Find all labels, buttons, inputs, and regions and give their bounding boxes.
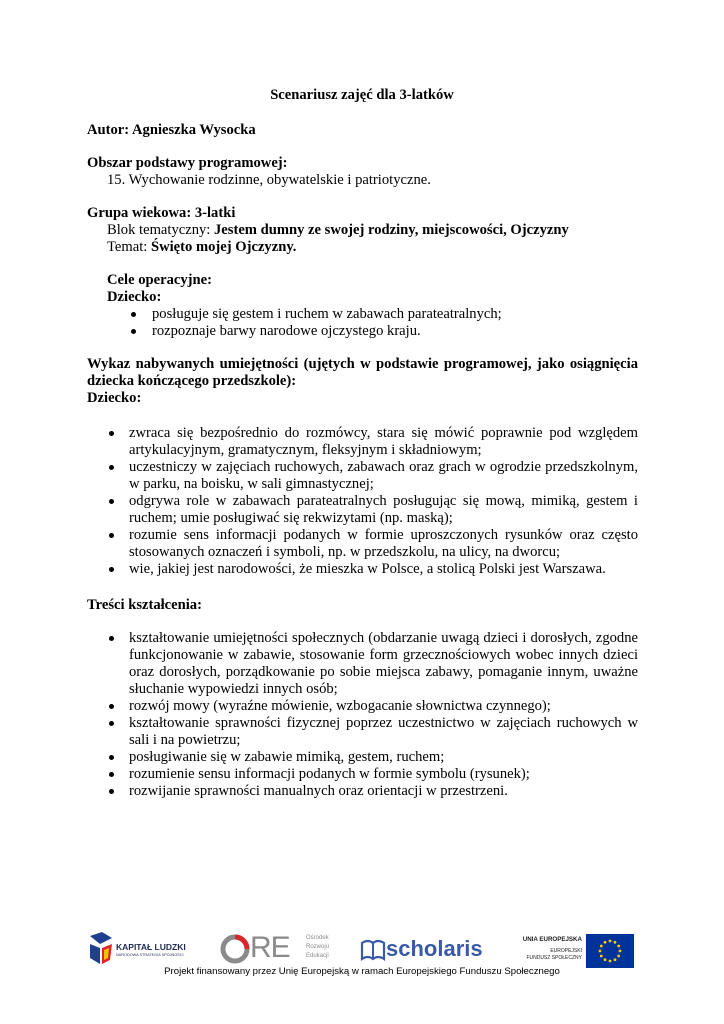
bullet-icon — [109, 465, 114, 470]
temat-prefix: Temat: — [107, 239, 151, 255]
tresci-item-4: posługiwanie się w zabawie mimiką, gestem, ruchem; — [129, 749, 445, 765]
kapital-subtitle: NARODOWA STRATEGIA SPÓJNOŚCI — [116, 953, 184, 957]
bullet-icon — [109, 567, 114, 572]
wykaz-item-5: wie, jakiej jest narodowości, że mieszka w Polsce, a stolicą Polski jest Warszawa. — [129, 561, 606, 577]
ore-logo — [220, 930, 350, 968]
author-line: Autor: Agnieszka Wysocka — [87, 122, 256, 138]
scholaris-book-icon — [360, 937, 386, 963]
ore-mark — [250, 930, 290, 966]
eu-line-2: EUROPEJSKI — [550, 948, 582, 954]
footer-caption: Projekt finansowany przez Unię Europejską w ramach Europejskiego Funduszu Społecznego — [164, 966, 560, 977]
obszar-heading: Obszar podstawy programowej: — [87, 155, 288, 171]
temat-line — [107, 239, 296, 256]
bullet-icon — [131, 312, 136, 317]
obszar-item: 15. Wychowanie rodzinne, obywatelskie i patriotyczne. — [107, 172, 431, 188]
wykaz-item-1: zwraca się bezpośrednio do rozmówcy, stara się mówić poprawnie pod względem artykulacyjnym, gramatycznym, fleksyjnym i składniowym; — [129, 425, 638, 458]
tresci-item-5: rozumienie sensu informacji podanych w formie symbolu (rysunek); — [129, 766, 530, 782]
cele-heading: Cele operacyjne: — [107, 272, 212, 288]
bullet-icon — [109, 755, 114, 760]
cele-dziecko: Dziecko: — [107, 289, 162, 305]
cele-item-2: rozpoznaje barwy narodowe ojczystego kraju. — [152, 323, 421, 339]
bullet-icon — [109, 431, 114, 436]
ore-mark-text: RE — [250, 931, 290, 964]
wykaz-dziecko: Dziecko: — [87, 390, 142, 406]
wykaz-item-3: odgrywa role w zabawach parateatralnych posługując się mową, mimiką, gestem i ruchem; umie posługiwać się rekwizytami (np. maską); — [129, 493, 638, 526]
wykaz-heading-line1: Wykaz nabywanych umiejętności (ujętych w podstawie programowej, jako osiągnięcia — [87, 356, 638, 372]
bullet-icon — [109, 772, 114, 777]
ore-line-3: Edukacji — [306, 953, 329, 959]
eu-logo — [506, 934, 636, 970]
kapital-title: KAPITAŁ LUDZKI — [116, 942, 186, 952]
grupa-heading: Grupa wiekowa: 3-latki — [87, 205, 236, 221]
eu-flag-icon — [586, 934, 634, 968]
bullet-icon — [109, 704, 114, 709]
bullet-icon — [109, 533, 114, 538]
tresci-item-1: kształtowanie umiejętności społecznych (obdarzanie uwagą dzieci i dorosłych, zgodne funkcjonowanie w zabawie, stosowanie form grzecznościowych wobec innych dzieci oraz dorosłych, porządkowanie po sobie miejsca zabawy, pomaganie innym, uważne słuchanie wypowiedzi innych osób; — [129, 630, 638, 697]
wykaz-item-2: uczestniczy w zajęciach ruchowych, zabawach oraz grach w ogrodzie przedszkolnym, w parku, na boisku, w sali gimnastycznej; — [129, 459, 638, 492]
bullet-icon — [109, 721, 114, 726]
wykaz-heading-line2: dziecka kończącego przedszkole): — [87, 373, 297, 389]
bullet-icon — [109, 499, 114, 504]
scholaris-logo — [360, 934, 485, 966]
eu-line-3: FUNDUSZ SPOŁECZNY — [526, 955, 582, 961]
ore-ring-icon — [220, 931, 250, 967]
blok-value: Jestem dumny ze swojej rodziny, miejscowości, Ojczyzny — [214, 222, 569, 238]
bullet-icon — [131, 329, 136, 334]
footer-logos — [0, 930, 724, 970]
blok-prefix: Blok tematyczny: — [107, 222, 214, 238]
kapital-ludzki-icon — [88, 932, 114, 966]
bullet-icon — [109, 636, 114, 641]
bullet-icon — [109, 789, 114, 794]
tresci-heading: Treści kształcenia: — [87, 597, 202, 613]
temat-value: Święto mojej Ojczyzny. — [150, 239, 297, 255]
tresci-item-2: rozwój mowy (wyraźne mówienie, wzbogacanie słownictwa czynnego); — [129, 698, 551, 714]
scholaris-text: scholaris — [386, 936, 483, 961]
kapital-ludzki-logo — [88, 932, 208, 966]
tresci-item-6: rozwijanie sprawności manualnych oraz orientacji w przestrzeni. — [129, 783, 508, 799]
blok-line — [107, 222, 569, 239]
eu-line-1: UNIA EUROPEJSKA — [522, 936, 582, 943]
ore-line-2: Rozwoju — [306, 944, 330, 950]
tresci-item-3: kształtowanie sprawności fizycznej poprzez uczestnictwo w zajęciach ruchowych w sali i na powietrzu; — [129, 715, 638, 748]
wykaz-item-4: rozumie sens informacji podanych w formie uproszczonych rysunków oraz często stosowanych oznaczeń i symboli, np. w przedszkolu, na ulicy, na dworcu; — [129, 527, 638, 560]
cele-item-1: posługuje się gestem i ruchem w zabawach parateatralnych; — [152, 306, 502, 322]
ore-line-1: Ośrodek — [306, 935, 329, 941]
document-title: Scenariusz zajęć dla 3-latków — [270, 87, 454, 103]
